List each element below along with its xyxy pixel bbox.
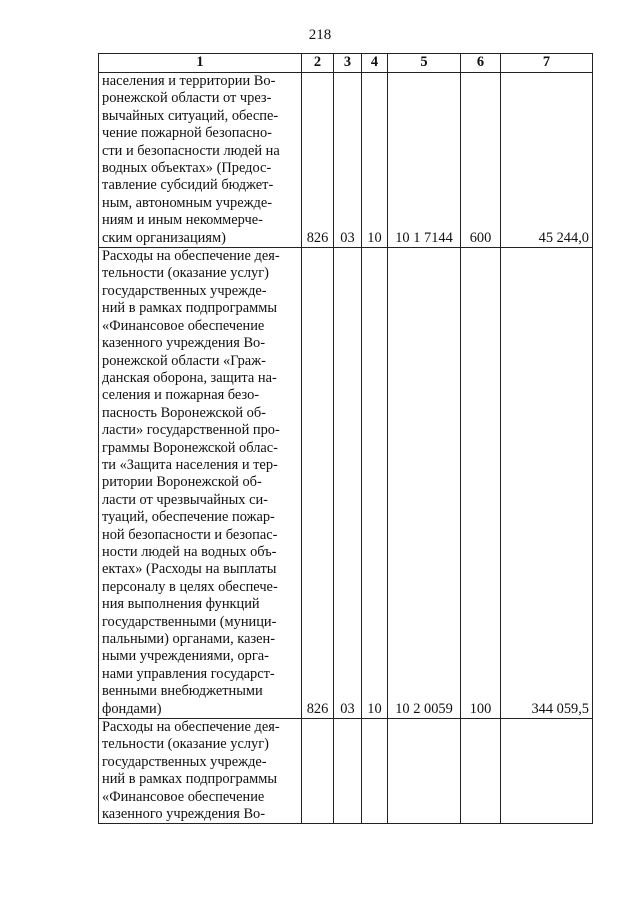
- row-ministry-code: [302, 719, 334, 824]
- row-ministry-code: 826: [302, 73, 334, 248]
- row-target-article: 10 2 0059: [388, 248, 461, 719]
- row-subsection-code: [362, 719, 388, 824]
- header-col-5: 5: [388, 54, 461, 73]
- page-number: 218: [308, 27, 332, 43]
- row-section-code: 03: [334, 73, 362, 248]
- row-section-code: [334, 719, 362, 824]
- header-col-3: 3: [334, 54, 362, 73]
- row-target-article: 10 1 7144: [388, 73, 461, 248]
- header-row: [99, 54, 593, 73]
- row-description: населения и территории Во- ронежской области от чрез- вычайных ситуаций, обеспе- чение пожарной безопасно- сти и безопасности людей на водных объектах» (Предос- тавление субсидий бюджет- ным, автономным учрежде- ниям и иным некоммерче- ским организациям): [99, 73, 302, 248]
- table-row: [99, 73, 593, 248]
- budget-table: [98, 53, 593, 824]
- row-amount: [501, 719, 593, 824]
- row-description: Расходы на обеспечение дея- тельности (оказание услуг) государственных учрежде- ний в рамках подпрограммы «Финансовое обеспечение казенного учреждения Во-: [99, 719, 302, 824]
- header-col-2: 2: [302, 54, 334, 73]
- row-amount: 344 059,5: [501, 248, 593, 719]
- header-col-1: 1: [99, 54, 302, 73]
- row-amount: 45 244,0: [501, 73, 593, 248]
- header-col-6: 6: [461, 54, 501, 73]
- header-col-4: 4: [362, 54, 388, 73]
- row-ministry-code: 826: [302, 248, 334, 719]
- row-expense-type: 600: [461, 73, 501, 248]
- table-row: [99, 719, 593, 824]
- table-row: [99, 248, 593, 719]
- row-target-article: [388, 719, 461, 824]
- row-subsection-code: 10: [362, 248, 388, 719]
- row-subsection-code: 10: [362, 73, 388, 248]
- header-col-7: 7: [501, 54, 593, 73]
- row-expense-type: 100: [461, 248, 501, 719]
- row-description: Расходы на обеспечение дея- тельности (оказание услуг) государственных учрежде- ний в рамках подпрограммы «Финансовое обеспечение казенного учреждения Во- ронежской области «Граж- данская оборона, защита на- селения и пожарная безо- пасность Воронежской об- ласти» государственной про- граммы Воронежской облас- ти «Защита населения и тер- ритории Воронежской об- ласти от чрезвычайных си- туаций, обеспечение пожар- ной безопасности и безопас- ности людей на водных объ- ектах» (Расходы на выплаты персоналу в целях обеспече- ния выполнения функций государственными (муници- пальными) органами, казен- ными учреждениями, орга- нами управления государст- венными внебюджетными фондами): [99, 248, 302, 719]
- row-section-code: 03: [334, 248, 362, 719]
- row-expense-type: [461, 719, 501, 824]
